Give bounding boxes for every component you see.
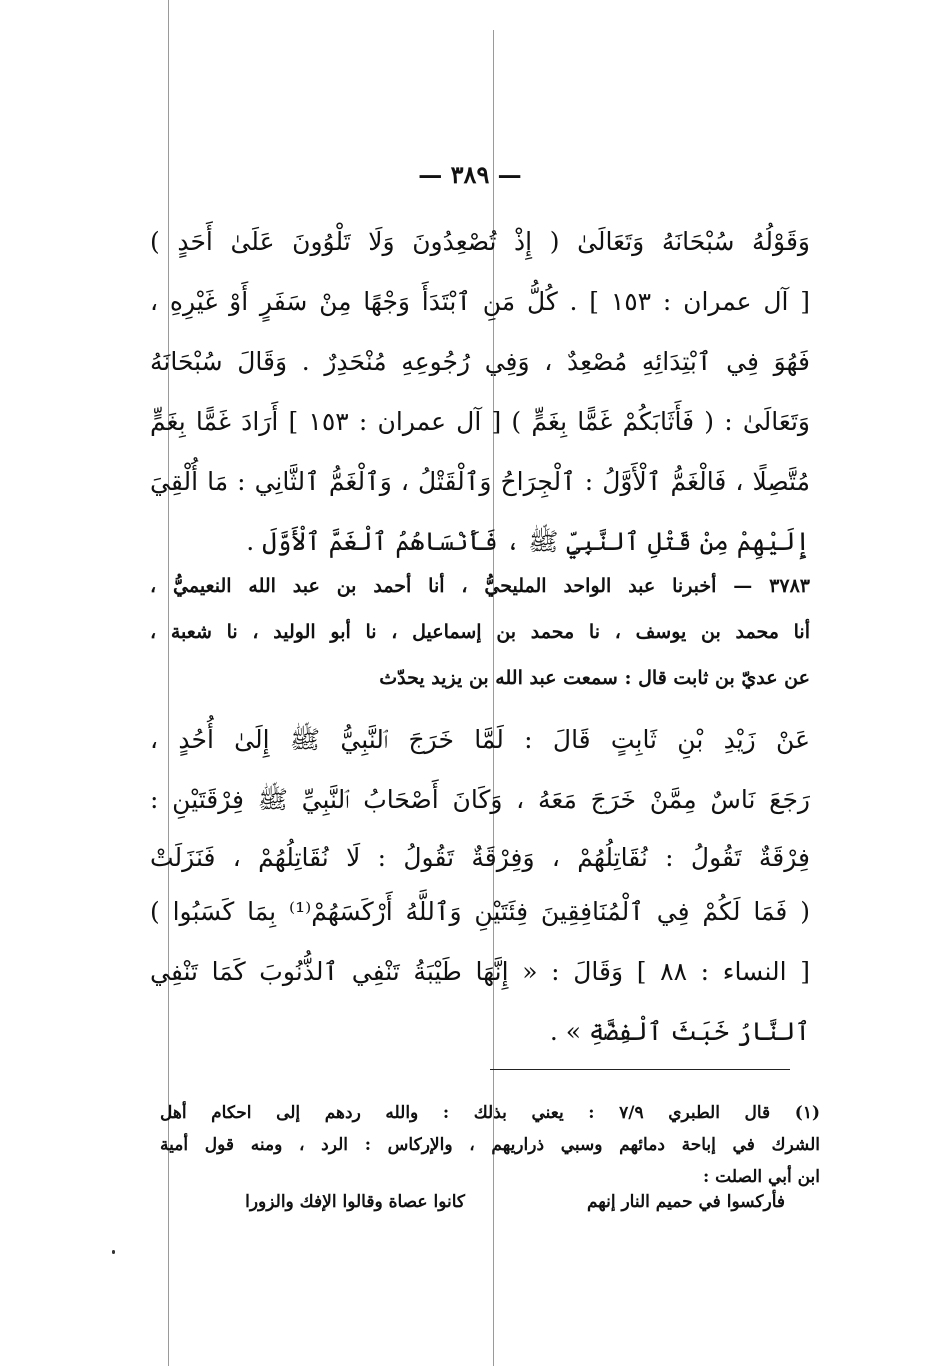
hadith-text-line: ٱلنَّارُ خَبَثَ ٱلْفِضَّةِ » . [549,1017,810,1046]
poem-verse-second-half: كانوا عصاة وقالوا الإفك والزورا [245,1192,465,1212]
main-text-line: مُتَّصِلًا ، فَالْغَمُّ ٱلْأَوَّلُ : ٱلْجِرَاحُ وَٱلْقَتْلُ ، وَٱلْغَمُّ ٱلثَّانِي : مَا أُلْقِيَ [150,467,810,496]
hadith-chain-line: عن عديّ بن ثابت قال : سمعت عبد الله بن يزيد يحدّث [379,667,810,689]
hadith-text-line: عَنْ زَيْدِ بْنِ ثَابِتٍ قَالَ : لَمَّا خَرَجَ ٱلنَّبِيُّ ﷺ إِلَىٰ أُحُدٍ ، [150,725,810,754]
main-text-line: وَقَوْلُهُ سُبْحَانَهُ وَتَعَالَىٰ ( إِذْ تُصْعِدُونَ وَلَا تَلْوُونَ عَلَىٰ أَحَدٍ ) [150,227,810,256]
main-text-line: فَهُوَ فِي ٱبْتِدَائِهِ مُصْعِدٌ ، وَفِي رُجُوعِهِ مُنْحَدِرٌ . وَقَالَ سُبْحَانَهُ [150,347,810,376]
hadith-text-line: فِرْقَةٌ تَقُولُ : نُقَاتِلُهُمْ ، وَفِرْقَةٌ تَقُولُ : لَا نُقَاتِلُهُمْ ، فَنَزَلَتْ [150,843,810,872]
footnote-line: الشرك في إباحة دمائهم وسبي ذراريهم ، والإركاس : الرد ، ومنه قول أمية [160,1135,820,1155]
footnote-line: (١) قال الطبري ٧/٩ : يعني بذلك : والله ردهم إلى احكام أهل [160,1103,820,1123]
poem-verse-first-half: فأركسوا في حميم النار إنهم [586,1192,785,1212]
hadith-chain-line: ٣٧٨٣ — أخبرنا عبد الواحد المليحيُّ ، أنا أحمد بن عبد الله النعيميُّ ، [150,575,810,597]
footnote-line: ابن أبي الصلت : [702,1167,820,1187]
main-text-line: وَتَعَالَىٰ : ( فَأَثَابَكُمْ غَمًّا بِغَمٍّ ) [ آل عمران : ١٥٣ ] أَرَادَ غَمًّا بِغَمٍّ [150,407,810,436]
hadith-chain-line: أنا محمد بن يوسف ، نا محمد بن إسماعيل ، نا أبو الوليد ، نا شعبة ، [150,621,810,643]
page-speck [112,1250,115,1254]
hadith-text-line: رَجَعَ نَاسٌ مِمَّنْ خَرَجَ مَعَهُ ، وَكَانَ أَصْحَابُ ٱلنَّبِيِّ ﷺ فِرْقَتَيْنِ : [150,785,810,814]
hadith-text-line: [ النساء : ٨٨ ] وَقَالَ : « إِنَّهَا طَيْبَةُ تَنْفِي ٱلذُّنُوبَ كَمَا تَنْفِي [150,957,810,986]
main-text-line: إِلَيْهِمْ مِنْ قَتْلِ ٱلنَّبِيِّ ﷺ ، فَأَنْسَاهُمُ ٱلْغَمَّ ٱلْأَوَّلَ . [246,527,810,556]
main-text-line: [ آل عمران : ١٥٣ ] . كُلُّ مَنِ ٱبْتَدَأَ وَجْهًا مِنْ سَفَرٍ أَوْ غَيْرِهِ ، [150,287,810,316]
page-number: — ٣٨٩ — [418,160,522,189]
footnote-separator [490,1069,790,1070]
hadith-text-line: ( فَمَا لَكُمْ فِي ٱلْمُنَافِقِينَ فِئَتَيْنِ وَٱللَّهُ أَرْكَسَهُمْ⁽¹⁾ بِمَا كَسَبُوا ) [150,897,810,926]
